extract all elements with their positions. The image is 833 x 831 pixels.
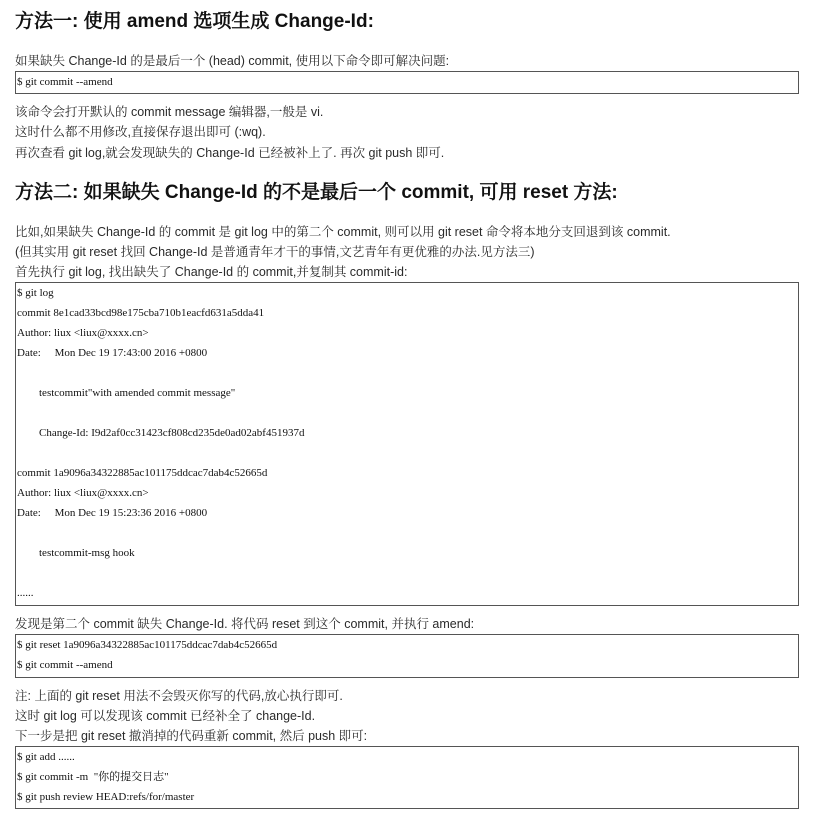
code-line: $ git log [17,287,54,299]
paragraph: 该命令会打开默认的 commit message 编辑器,一般是 vi. [15,105,324,119]
code-line [16,403,798,423]
section-heading-method-1: 方法一: 使用 amend 选项生成 Change-Id: [15,11,374,32]
paragraph: 首先执行 git log, 找出缺失了 Change-Id 的 commit,并复制其 commit-id: [15,265,408,279]
code-line: $ git commit -m "你的提交日志" [17,771,169,783]
paragraph: 注: 上面的 git reset 用法不会毁灭你写的代码,放心执行即可. [15,689,343,703]
code-line: testcommit-msg hook [17,547,135,559]
paragraph: 比如,如果缺失 Change-Id 的 commit 是 git log 中的第二个 commit, 则可以用 git reset 命令将本地分支回退到该 commit. [15,225,671,239]
paragraph: (但其实用 git reset 找回 Change-Id 是普通青年才干的事情,文艺青年有更优雅的办法.见方法三) [15,245,535,259]
code-line: Author: liux <liux@xxxx.cn> [17,327,149,339]
paragraph: 如果缺失 Change-Id 的是最后一个 (head) commit, 使用以下命令即可解决问题: [15,54,450,68]
paragraph: 发现是第二个 commit 缺失 Change-Id. 将代码 reset 到这个 commit, 并执行 amend: [15,617,475,631]
section-heading-method-2: 方法二: 如果缺失 Change-Id 的不是最后一个 commit, 可用 reset 方法: [15,182,618,203]
code-block-reset [15,634,799,678]
code-line: Date: Mon Dec 19 17:43:00 2016 +0800 [17,347,208,359]
paragraph: 再次查看 git log,就会发现缺失的 Change-Id 已经被补上了. 再次 git push 即可. [15,146,445,160]
paragraph: 下一步是把 git reset 撤消掉的代码重新 commit, 然后 push 即可: [15,729,368,743]
code-line: ...... [17,587,34,599]
code-line: commit 8e1cad33bcd98e175cba710b1eacfd631a5dda41 [17,307,265,319]
code-line [16,523,798,543]
code-line: Author: liux <liux@xxxx.cn> [17,487,149,499]
code-line: $ git commit --amend [17,659,113,671]
code-line: $ git reset 1a9096a34322885ac101175ddcac7dab4c52665d [17,639,278,651]
code-line: testcommit"with amended commit message" [17,387,236,399]
code-line [16,363,798,383]
code-block-push [15,746,799,809]
code-line: Date: Mon Dec 19 15:23:36 2016 +0800 [17,507,208,519]
code-block-git-log [15,282,799,606]
code-line: commit 1a9096a34322885ac101175ddcac7dab4c52665d [17,467,268,479]
code-line: $ git push review HEAD:refs/for/master [17,791,195,803]
code-line: Change-Id: I9d2af0cc31423cf808cd235de0ad02abf451937d [17,427,305,439]
code-line: $ git add ...... [17,751,75,763]
paragraph: 这时 git log 可以发现该 commit 已经补全了 change-Id. [15,709,316,723]
code-line [16,563,798,583]
code-line [16,443,798,463]
code-line: $ git commit --amend [17,76,113,88]
code-block-amend [15,71,799,94]
paragraph: 这时什么都不用修改,直接保存退出即可 (:wq). [15,125,266,139]
